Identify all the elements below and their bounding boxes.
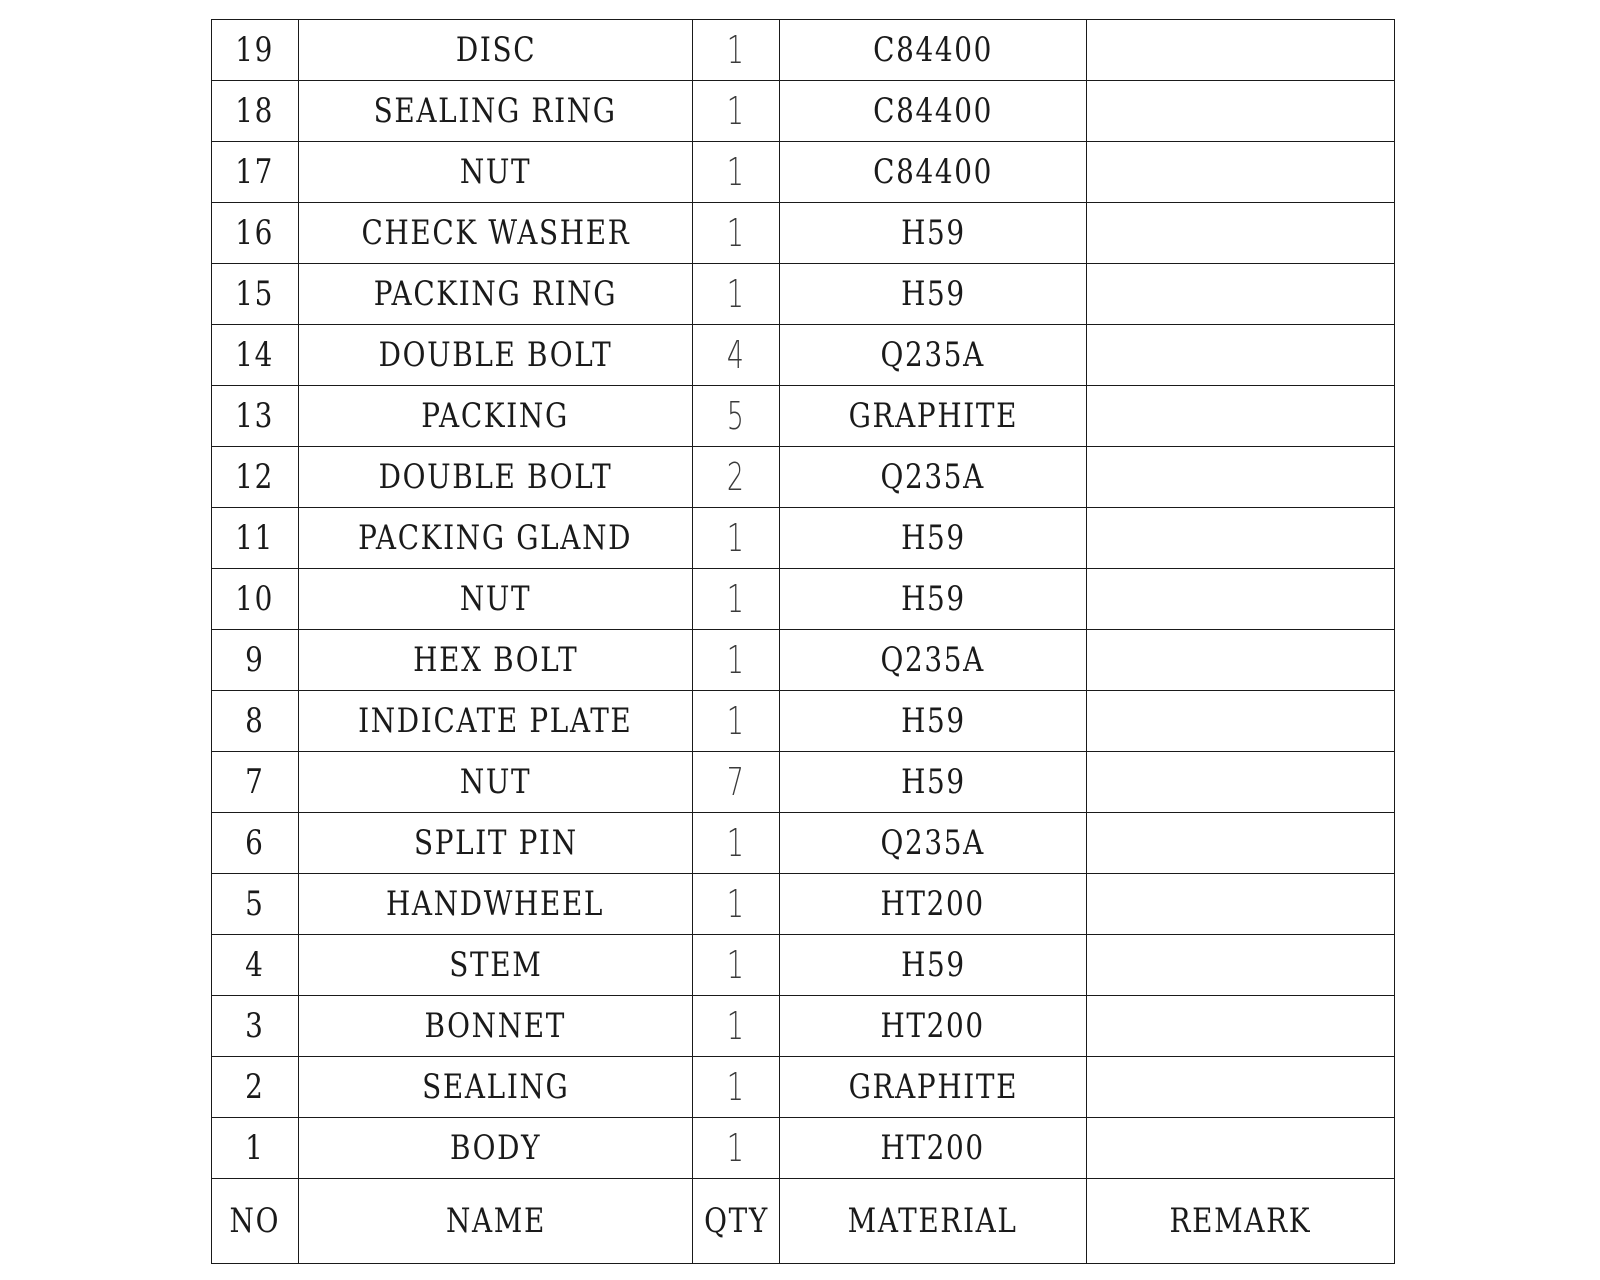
quantity-cell: 1: [693, 1118, 780, 1179]
part-number-cell: 8: [212, 691, 299, 752]
material-cell: H59: [780, 752, 1087, 813]
table-row: [212, 1118, 1395, 1179]
table-row: [212, 569, 1395, 630]
part-number-cell: 4: [212, 935, 299, 996]
table-row: [212, 1057, 1395, 1118]
part-name-cell: HEX BOLT: [299, 630, 693, 691]
quantity-cell: 4: [693, 325, 780, 386]
part-name-cell: STEM: [299, 935, 693, 996]
part-number-cell: 10: [212, 569, 299, 630]
part-number-cell: 15: [212, 264, 299, 325]
part-name-cell: PACKING GLAND: [299, 508, 693, 569]
quantity-cell: 2: [693, 447, 780, 508]
quantity-cell: 1: [693, 935, 780, 996]
table-row: [212, 691, 1395, 752]
part-name-cell: DISC: [299, 20, 693, 81]
part-number-cell: 6: [212, 813, 299, 874]
header-material: MATERIAL: [780, 1179, 1087, 1264]
part-number-cell: 1: [212, 1118, 299, 1179]
remark-cell: [1087, 569, 1395, 630]
quantity-cell: 1: [693, 813, 780, 874]
remark-cell: [1087, 264, 1395, 325]
table-row: [212, 142, 1395, 203]
quantity-cell: 1: [693, 874, 780, 935]
bom-body: [212, 20, 1395, 1179]
part-name-cell: PACKING: [299, 386, 693, 447]
material-cell: Q235A: [780, 325, 1087, 386]
material-cell: Q235A: [780, 630, 1087, 691]
material-cell: C84400: [780, 142, 1087, 203]
table-row: [212, 813, 1395, 874]
table-row: [212, 996, 1395, 1057]
part-name-cell: NUT: [299, 752, 693, 813]
remark-cell: [1087, 447, 1395, 508]
part-name-cell: SPLIT PIN: [299, 813, 693, 874]
quantity-cell: 7: [693, 752, 780, 813]
part-name-cell: DOUBLE BOLT: [299, 447, 693, 508]
quantity-cell: 1: [693, 81, 780, 142]
part-number-cell: 17: [212, 142, 299, 203]
material-cell: GRAPHITE: [780, 386, 1087, 447]
table-row: [212, 325, 1395, 386]
material-cell: HT200: [780, 996, 1087, 1057]
material-cell: HT200: [780, 1118, 1087, 1179]
part-number-cell: 9: [212, 630, 299, 691]
part-number-cell: 3: [212, 996, 299, 1057]
part-name-cell: DOUBLE BOLT: [299, 325, 693, 386]
remark-cell: [1087, 20, 1395, 81]
part-number-cell: 7: [212, 752, 299, 813]
part-number-cell: 2: [212, 1057, 299, 1118]
material-cell: H59: [780, 691, 1087, 752]
remark-cell: [1087, 142, 1395, 203]
header-no: NO: [212, 1179, 299, 1264]
part-name-cell: PACKING RING: [299, 264, 693, 325]
material-cell: H59: [780, 935, 1087, 996]
table-row: [212, 203, 1395, 264]
part-number-cell: 5: [212, 874, 299, 935]
part-name-cell: INDICATE PLATE: [299, 691, 693, 752]
part-name-cell: SEALING: [299, 1057, 693, 1118]
remark-cell: [1087, 1057, 1395, 1118]
table-row: [212, 935, 1395, 996]
part-number-cell: 16: [212, 203, 299, 264]
part-name-cell: NUT: [299, 142, 693, 203]
quantity-cell: 1: [693, 691, 780, 752]
material-cell: Q235A: [780, 447, 1087, 508]
part-number-cell: 19: [212, 20, 299, 81]
table-row: [212, 264, 1395, 325]
quantity-cell: 1: [693, 264, 780, 325]
part-number-cell: 14: [212, 325, 299, 386]
remark-cell: [1087, 1118, 1395, 1179]
quantity-cell: 1: [693, 20, 780, 81]
quantity-cell: 1: [693, 996, 780, 1057]
quantity-cell: 1: [693, 142, 780, 203]
part-name-cell: SEALING RING: [299, 81, 693, 142]
material-cell: H59: [780, 264, 1087, 325]
quantity-cell: 1: [693, 203, 780, 264]
table-row: [212, 447, 1395, 508]
part-name-cell: BONNET: [299, 996, 693, 1057]
remark-cell: [1087, 630, 1395, 691]
material-cell: C84400: [780, 20, 1087, 81]
header-remark: REMARK: [1087, 1179, 1395, 1264]
remark-cell: [1087, 813, 1395, 874]
remark-cell: [1087, 203, 1395, 264]
quantity-cell: 1: [693, 630, 780, 691]
material-cell: H59: [780, 508, 1087, 569]
part-number-cell: 12: [212, 447, 299, 508]
remark-cell: [1087, 752, 1395, 813]
material-cell: HT200: [780, 874, 1087, 935]
remark-cell: [1087, 325, 1395, 386]
material-cell: H59: [780, 203, 1087, 264]
part-name-cell: CHECK WASHER: [299, 203, 693, 264]
quantity-cell: 1: [693, 1057, 780, 1118]
remark-cell: [1087, 935, 1395, 996]
remark-cell: [1087, 386, 1395, 447]
remark-cell: [1087, 691, 1395, 752]
part-name-cell: BODY: [299, 1118, 693, 1179]
remark-cell: [1087, 996, 1395, 1057]
table-row: [212, 81, 1395, 142]
header-qty: QTY: [693, 1179, 780, 1264]
bill-of-materials-table: [211, 19, 1395, 1264]
part-number-cell: 11: [212, 508, 299, 569]
part-number-cell: 13: [212, 386, 299, 447]
material-cell: H59: [780, 569, 1087, 630]
table-row: [212, 752, 1395, 813]
table-row: [212, 508, 1395, 569]
quantity-cell: 1: [693, 569, 780, 630]
material-cell: GRAPHITE: [780, 1057, 1087, 1118]
material-cell: Q235A: [780, 813, 1087, 874]
table-row: [212, 386, 1395, 447]
quantity-cell: 5: [693, 386, 780, 447]
material-cell: C84400: [780, 81, 1087, 142]
remark-cell: [1087, 508, 1395, 569]
table-row: [212, 630, 1395, 691]
remark-cell: [1087, 81, 1395, 142]
quantity-cell: 1: [693, 508, 780, 569]
header-row: [212, 1179, 1395, 1264]
remark-cell: [1087, 874, 1395, 935]
part-name-cell: NUT: [299, 569, 693, 630]
header-name: NAME: [299, 1179, 693, 1264]
part-name-cell: HANDWHEEL: [299, 874, 693, 935]
table-row: [212, 20, 1395, 81]
table-row: [212, 874, 1395, 935]
part-number-cell: 18: [212, 81, 299, 142]
